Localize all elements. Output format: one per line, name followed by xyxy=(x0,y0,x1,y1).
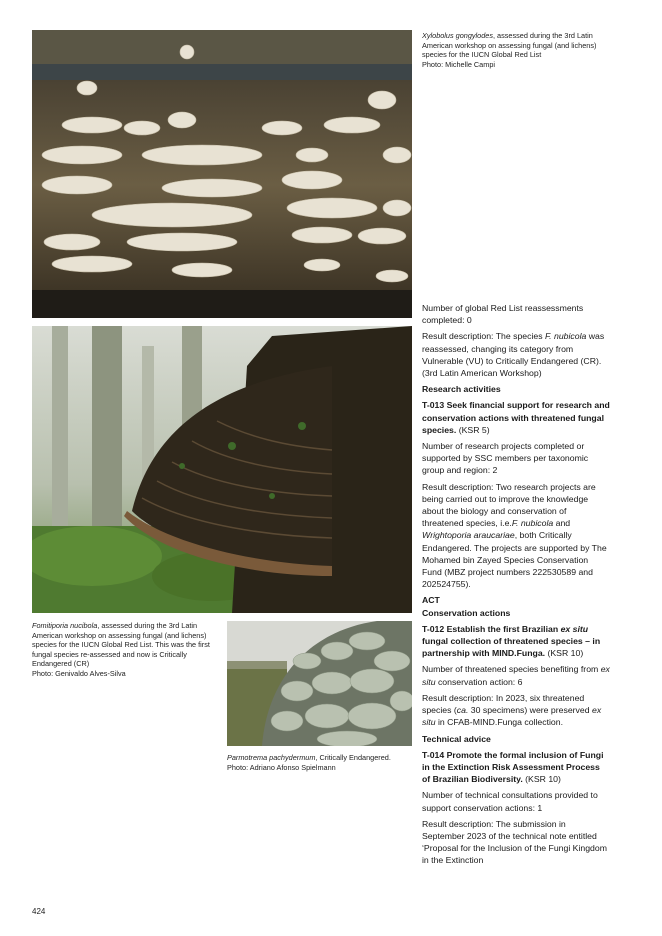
caption-species-name: Xylobolus gongylodes xyxy=(422,31,493,40)
paragraph-result-reassessment: Result description: The species F. nubicola was reassessed, changing its category from Vulnerable (VU) to Critically Endangered (CR). (3rd Latin American Workshop) xyxy=(422,331,605,379)
photo-credit: Photo: Adriano Afonso Spielmann xyxy=(227,762,336,772)
caption-text: , assessed during the 3rd Latin American workshop on assessing fungal (and lichens) species for the IUCN Global Red List. This was the first fungal species re-assessed and now is Critically Endangered (CR) xyxy=(32,621,210,669)
target-t012: T-012 Establish the first Brazilian ex situ fungal collection of threatened species – in partnership with MIND.Funga. (KSR 10) xyxy=(422,623,601,659)
paragraph-technical-consultations: Number of technical consultations provided to support conservation actions: 1 xyxy=(422,790,598,813)
body-text-column xyxy=(422,302,610,871)
heading-conservation-actions: Conservation actions xyxy=(422,607,511,618)
paragraph-result-technical: Result description: The submission in September 2023 of the technical note entitled ‘Proposal for the Inclusion of the Fungi Kingdom in the Extinction xyxy=(422,818,607,866)
photo-parmotrema-pachydermum xyxy=(227,621,412,746)
caption-fomitiporia xyxy=(32,621,222,679)
paragraph-reassessments: Number of global Red List reassessments completed: 0 xyxy=(422,303,584,326)
caption-xylobolus xyxy=(422,31,622,69)
caption-text: , Critically Endangered. xyxy=(315,753,391,762)
caption-parmotrema xyxy=(227,753,412,772)
photo-fomitiporia-nucibola xyxy=(32,326,412,613)
heading-act: ACT xyxy=(422,595,440,606)
photo-xylobolus-gongylodes xyxy=(32,30,412,318)
target-t013: T-013 Seek financial support for research and conservation actions with threatened fungal species. (KSR 5) xyxy=(422,400,610,435)
paragraph-research-projects: Number of research projects completed or supported by SSC members per taxonomic group and region: 2 xyxy=(422,441,589,476)
page-number: 424 xyxy=(32,907,46,916)
heading-technical-advice: Technical advice xyxy=(422,733,491,744)
photo-credit: Photo: Genivaldo Alves-Silva xyxy=(32,668,126,678)
caption-species-name: Parmotrema pachydermum xyxy=(227,753,316,762)
heading-research-activities: Research activities xyxy=(422,384,501,395)
paragraph-result-ex-situ: Result description: In 2023, six threatened species (ca. 30 specimens) were preserved ex situ in CFAB-MIND.Funga collection. xyxy=(422,692,602,728)
paragraph-ex-situ-species: Number of threatened species benefiting from ex situ conservation action: 6 xyxy=(422,664,610,687)
caption-species-name: Fomitiporia nucibola xyxy=(32,621,98,630)
photo-credit: Photo: Michelle Campi xyxy=(422,59,496,69)
target-t014: T-014 Promote the formal inclusion of Fungi in the Extinction Risk Assessment Process of Brazilian Biodiversity. (KSR 10) xyxy=(422,749,604,785)
paragraph-result-research: Result description: Two research projects are being carried out to improve the knowledge about the biology and conservation of threatened species, i.e.F. nubicola and Wrightoporia araucariae, both Critically Endangered. The projects are supported by The Mohamed bin Zayed Species Conservation Fund (MBZ project numbers 222530589 and 202524755). xyxy=(422,481,607,590)
caption-text: , assessed during the 3rd Latin American workshop on assessing fungal (and lichens) species for the IUCN Global Red List xyxy=(422,31,597,60)
